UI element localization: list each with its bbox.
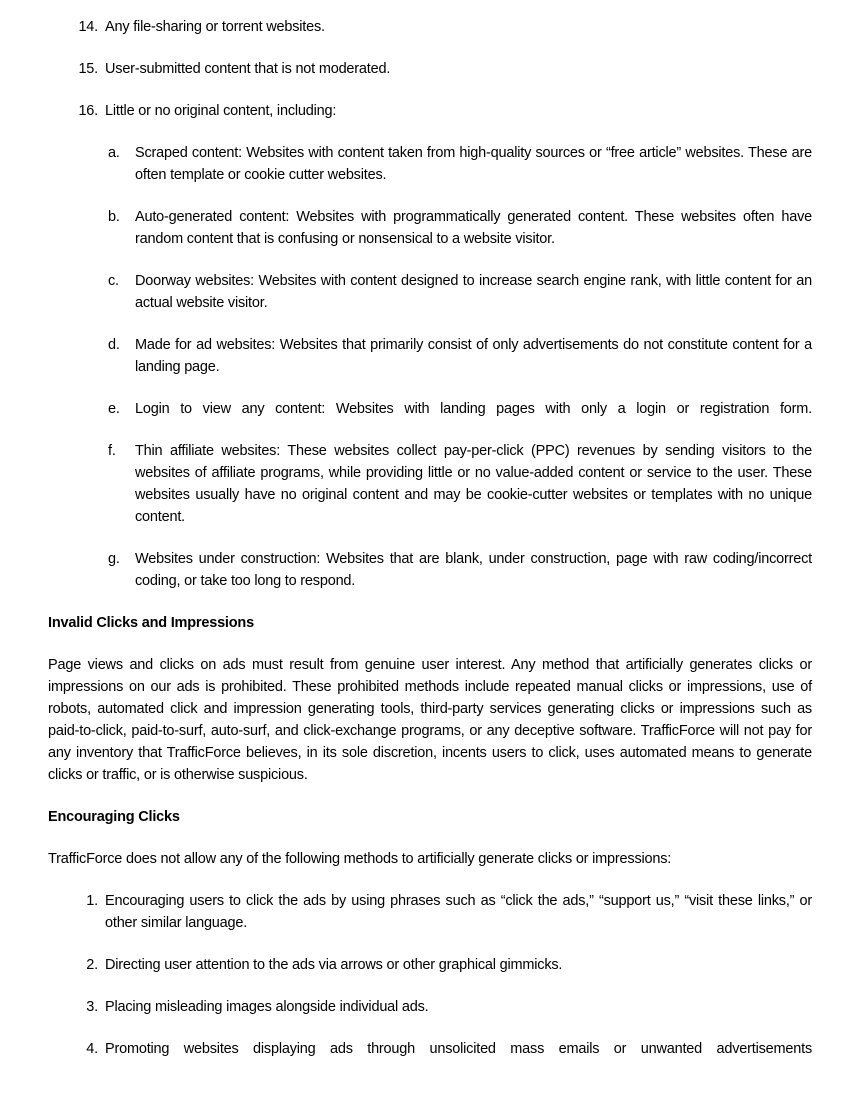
list-item-b bbox=[48, 206, 812, 250]
list-item-text: Directing user attention to the ads via arrows or other graphical gimmicks. bbox=[105, 957, 563, 973]
list-item-text: Made for ad websites: Websites that primarily consist of only advertisements do not constitute content for a landing page. bbox=[135, 337, 812, 375]
list-item-text: Any file-sharing or torrent websites. bbox=[105, 19, 325, 35]
list-item-letter: a. bbox=[108, 145, 120, 161]
list-item-f bbox=[48, 440, 812, 528]
list-item-c bbox=[48, 270, 812, 314]
list-item-text: Scraped content: Websites with content taken from high-quality sources or “free article” websites. These are often template or cookie cutter websites. bbox=[135, 145, 812, 183]
list-item-number: 16. bbox=[78, 103, 98, 119]
list-item-2 bbox=[48, 954, 812, 976]
list-item-number: 14. bbox=[78, 19, 98, 35]
list-item-text: Thin affiliate websites: These websites collect pay-per-click (PPC) revenues by sending visitors to the websites of affiliate programs, while providing little or no value-added content or service to the user. These websites usually have no original content and may be cookie-cutter websites or templates with no unique content. bbox=[135, 443, 812, 525]
list-item-15 bbox=[48, 58, 812, 80]
list-item-number: 2. bbox=[86, 957, 98, 973]
list-item-text: Placing misleading images alongside individual ads. bbox=[105, 999, 429, 1015]
list-item-text: Doorway websites: Websites with content designed to increase search engine rank, with little content for an actual website visitor. bbox=[135, 273, 812, 311]
list-item-letter: f. bbox=[108, 443, 116, 459]
list-item-4 bbox=[48, 1038, 812, 1060]
list-item-1 bbox=[48, 890, 812, 934]
list-item-text: Websites under construction: Websites that are blank, under construction, page with raw coding/incorrect coding, or take too long to respond. bbox=[135, 551, 812, 589]
section-heading-encouraging-clicks: Encouraging Clicks bbox=[48, 809, 180, 825]
list-item-text: User-submitted content that is not moderated. bbox=[105, 61, 391, 77]
list-item-number: 15. bbox=[78, 61, 98, 77]
list-item-letter: b. bbox=[108, 209, 120, 225]
list-item-text: Promoting websites displaying ads through unsolicited mass emails or unwanted advertisements bbox=[105, 1041, 812, 1057]
list-item-g bbox=[48, 548, 812, 592]
list-item-number: 1. bbox=[86, 893, 98, 909]
list-item-letter: d. bbox=[108, 337, 120, 353]
list-item-text: Encouraging users to click the ads by using phrases such as “click the ads,” “support us,” “visit these links,” or other similar language. bbox=[105, 893, 812, 931]
list-item-text: Auto-generated content: Websites with programmatically generated content. These websites often have random content that is confusing or nonsensical to a website visitor. bbox=[135, 209, 812, 247]
list-item-letter: g. bbox=[108, 551, 120, 567]
list-item-number: 3. bbox=[86, 999, 98, 1015]
list-item-3 bbox=[48, 996, 812, 1018]
paragraph-invalid-clicks: Page views and clicks on ads must result from genuine user interest. Any method that artificially generates clicks or impressions on our ads is prohibited. These prohibited methods include repeated manual clicks or impressions, use of robots, automated click and impression generating tools, third-party services generating clicks or impressions such as paid-to-click, paid-to-surf, auto-surf, and click-exchange programs, or any deceptive software. TrafficForce will not pay for any inventory that TrafficForce believes, in its sole discretion, incents users to click, uses automated means to generate clicks or traffic, or is otherwise suspicious. bbox=[48, 657, 812, 783]
list-item-d bbox=[48, 334, 812, 378]
list-item-16 bbox=[48, 100, 812, 122]
paragraph-encouraging-clicks-intro: TrafficForce does not allow any of the following methods to artificially generate clicks or impressions: bbox=[48, 851, 672, 867]
list-item-letter: c. bbox=[108, 273, 119, 289]
list-item-text: Little or no original content, including: bbox=[105, 103, 337, 119]
section-heading-invalid-clicks: Invalid Clicks and Impressions bbox=[48, 615, 254, 631]
list-item-a bbox=[48, 142, 812, 186]
list-item-letter: e. bbox=[108, 401, 120, 417]
list-item-e bbox=[48, 398, 812, 420]
list-item-text: Login to view any content: Websites with landing pages with only a login or registration form. bbox=[135, 401, 812, 417]
list-item-14 bbox=[48, 16, 812, 38]
list-item-number: 4. bbox=[86, 1041, 98, 1057]
